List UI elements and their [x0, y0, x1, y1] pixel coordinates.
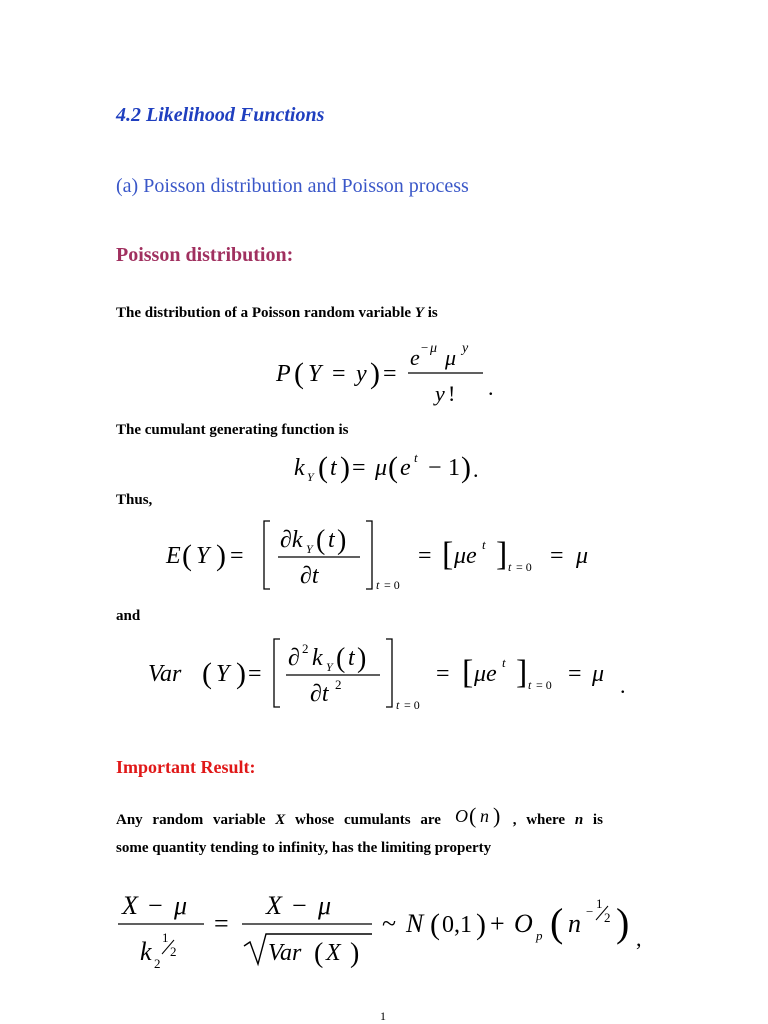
- svg-text:μe: μe: [474, 661, 497, 687]
- svg-text:O: O: [454, 806, 468, 826]
- svg-text:2: 2: [604, 910, 611, 925]
- svg-text:t: t: [396, 698, 400, 712]
- svg-text:2: 2: [154, 956, 161, 971]
- svg-text:!: !: [448, 381, 456, 406]
- svg-text:t: t: [528, 678, 532, 692]
- svg-text:O: O: [514, 909, 533, 938]
- svg-text:t: t: [502, 655, 506, 670]
- svg-text:): ): [216, 539, 226, 572]
- paragraph-text: Any random variable: [116, 812, 266, 828]
- svg-text:=: =: [550, 543, 564, 569]
- svg-text:μ: μ: [445, 345, 457, 370]
- svg-text:X: X: [266, 891, 282, 920]
- svg-text:): ): [236, 657, 246, 690]
- svg-text:∂t: ∂t: [310, 681, 329, 707]
- svg-text:k: k: [294, 455, 305, 481]
- svg-text:(: (: [388, 451, 398, 484]
- svg-text:1: 1: [596, 896, 603, 911]
- svg-text:=: =: [248, 661, 262, 687]
- svg-text:y: y: [462, 341, 469, 356]
- svg-text:(: (: [336, 643, 346, 674]
- equation-poisson-pmf: [270, 335, 510, 410]
- svg-text:,: ,: [636, 926, 642, 951]
- svg-text:n: n: [479, 806, 489, 826]
- paragraph-limiting-property: some quantity tending to infinity, has the limiting property: [116, 840, 492, 856]
- svg-text:n: n: [568, 909, 581, 938]
- svg-text:−: −: [292, 891, 307, 920]
- paragraph-and: and: [116, 608, 141, 624]
- svg-text:t: t: [482, 537, 486, 552]
- svg-text:(: (: [294, 357, 304, 390]
- paragraph-cumulant-intro: The cumulant generating function is: [116, 422, 349, 438]
- variable-n: n: [574, 812, 584, 828]
- svg-text:): ): [337, 525, 347, 556]
- svg-text:): ): [370, 357, 380, 390]
- svg-text:μ: μ: [576, 543, 589, 569]
- section-title: 4.2 Likelihood Functions: [116, 104, 325, 126]
- svg-text:= 0: = 0: [516, 560, 532, 574]
- svg-text:t: t: [348, 645, 355, 671]
- svg-text:.: .: [473, 457, 479, 482]
- svg-text:Y: Y: [307, 470, 314, 484]
- svg-text:=: =: [332, 361, 346, 387]
- svg-text:Y: Y: [306, 542, 313, 556]
- paragraph-text-end: is: [592, 812, 603, 828]
- svg-text:=: =: [214, 909, 229, 938]
- svg-text:Y: Y: [326, 660, 333, 674]
- svg-text:= 0: = 0: [536, 678, 552, 692]
- svg-text:μ: μ: [318, 891, 332, 920]
- svg-text:−: −: [421, 340, 429, 355]
- important-result-heading: Important Result:: [116, 757, 256, 777]
- svg-text:(: (: [468, 806, 477, 828]
- poisson-distribution-heading: Poisson distribution:: [116, 244, 294, 266]
- paragraph-thus: Thus,: [116, 492, 153, 508]
- svg-text:): ): [357, 643, 367, 674]
- svg-text:p: p: [536, 928, 543, 943]
- svg-text:): ): [492, 806, 501, 828]
- svg-text:−: −: [148, 891, 163, 920]
- variable-y: Y: [414, 305, 424, 321]
- svg-text:~: ~: [382, 909, 397, 938]
- inline-big-o-n: [451, 806, 513, 828]
- svg-text:]: ]: [496, 536, 508, 573]
- svg-text:=: =: [383, 361, 397, 387]
- svg-text:μe: μe: [454, 543, 477, 569]
- svg-text:∂: ∂: [288, 645, 300, 671]
- svg-text:.: .: [488, 375, 494, 400]
- paragraph-text-end: is: [427, 305, 438, 321]
- paragraph-text: whose cumulants are: [295, 812, 441, 828]
- svg-text:= 0: = 0: [384, 578, 400, 592]
- subsection-title: (a) Poisson distribution and Poisson process: [116, 175, 469, 197]
- svg-text:t: t: [508, 560, 512, 574]
- svg-text:(: (: [430, 908, 440, 941]
- svg-text:N: N: [406, 909, 424, 938]
- svg-text:): ): [461, 451, 471, 484]
- svg-text:e: e: [410, 345, 420, 370]
- svg-text:∂t: ∂t: [300, 563, 319, 589]
- svg-text:μ: μ: [592, 661, 605, 687]
- equation-limiting-property: [110, 880, 670, 980]
- svg-text:y: y: [356, 361, 367, 387]
- svg-text:=: =: [418, 543, 432, 569]
- svg-text:1: 1: [448, 455, 460, 481]
- svg-text:2: 2: [335, 677, 342, 692]
- equation-variance: [140, 633, 640, 713]
- svg-text:.: .: [620, 673, 626, 698]
- svg-text:μ: μ: [174, 891, 188, 920]
- svg-text:0,1: 0,1: [442, 912, 472, 938]
- equation-expectation: [160, 515, 610, 595]
- svg-text:): ): [476, 908, 486, 941]
- svg-text:=: =: [436, 661, 450, 687]
- svg-text:=: =: [568, 661, 582, 687]
- svg-text:=: =: [352, 455, 366, 481]
- paragraph-text: , where: [512, 812, 566, 828]
- paragraph-important-result: [116, 806, 656, 829]
- svg-text:E: E: [166, 543, 181, 569]
- svg-text:t: t: [330, 455, 337, 481]
- svg-text:t: t: [414, 450, 418, 465]
- svg-text:(: (: [550, 900, 564, 945]
- svg-text:−: −: [428, 455, 442, 481]
- svg-text:Y: Y: [196, 543, 210, 569]
- svg-text:(: (: [202, 657, 212, 690]
- svg-text:): ): [616, 900, 630, 945]
- page-number: 1: [380, 1009, 386, 1023]
- paragraph-text: The distribution of a Poisson random variable: [116, 305, 412, 321]
- svg-text:= 0: = 0: [404, 698, 420, 712]
- svg-text:Var: Var: [148, 661, 182, 687]
- svg-text:X: X: [326, 940, 341, 966]
- svg-text:[: [: [462, 654, 474, 691]
- svg-text:Y: Y: [216, 661, 230, 687]
- svg-text:X: X: [122, 891, 138, 920]
- svg-text:=: =: [230, 543, 244, 569]
- svg-text:∂k: ∂k: [280, 527, 303, 553]
- svg-text:(: (: [316, 525, 326, 556]
- svg-text:μ: μ: [375, 455, 388, 481]
- svg-text:2: 2: [302, 641, 309, 656]
- svg-text:(: (: [318, 451, 328, 484]
- paragraph-poisson-definition: [116, 305, 438, 322]
- svg-text:Var: Var: [268, 940, 302, 966]
- svg-text:μ: μ: [430, 341, 438, 356]
- svg-text:+: +: [490, 909, 505, 938]
- svg-text:t: t: [328, 527, 335, 553]
- svg-text:P: P: [276, 361, 291, 387]
- svg-text:k: k: [312, 645, 323, 671]
- svg-text:): ): [340, 451, 350, 484]
- svg-text:y: y: [435, 381, 445, 406]
- svg-text:]: ]: [516, 654, 528, 691]
- variable-x: X: [275, 812, 286, 828]
- svg-text:t: t: [376, 578, 380, 592]
- svg-text:(: (: [314, 938, 324, 969]
- equation-cumulant-function: [290, 445, 490, 490]
- svg-text:k: k: [140, 937, 152, 966]
- svg-text:): ): [350, 938, 360, 969]
- svg-text:(: (: [182, 539, 192, 572]
- svg-text:2: 2: [170, 944, 177, 959]
- svg-text:e: e: [400, 455, 411, 481]
- svg-text:−: −: [586, 904, 594, 919]
- svg-text:[: [: [442, 536, 454, 573]
- svg-text:Y: Y: [308, 361, 322, 387]
- svg-text:1: 1: [162, 930, 169, 945]
